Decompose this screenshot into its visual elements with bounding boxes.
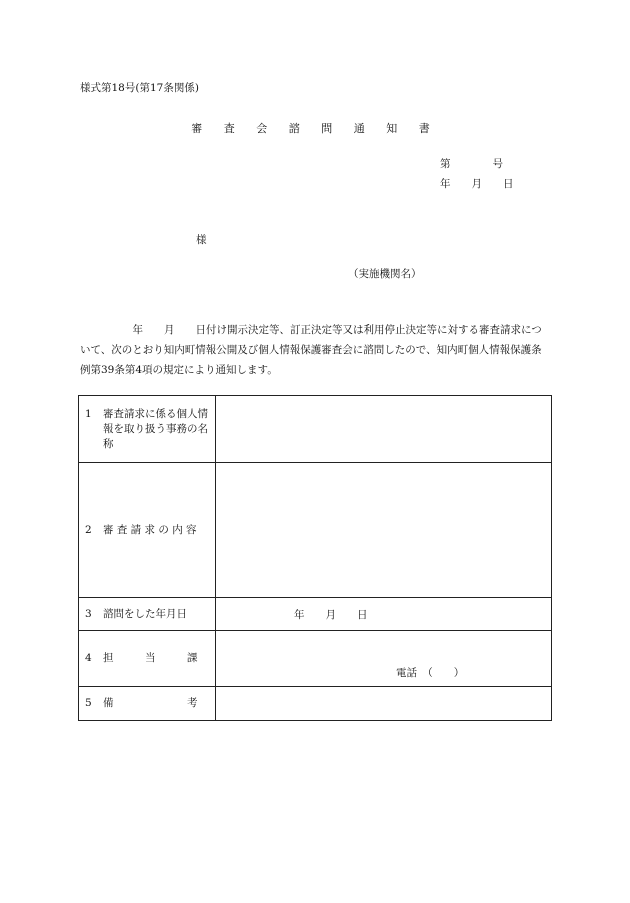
issuer-name-placeholder: （実施機関名） — [348, 268, 422, 280]
row-label-request-content: 審 査 請 求 の 内 容 — [103, 523, 197, 536]
row-label-cell — [79, 598, 216, 631]
row-value-cell — [216, 463, 552, 598]
row-value-cell — [216, 396, 552, 463]
row-value-cell — [216, 598, 552, 631]
row-label-department: 担 当 課 — [103, 652, 198, 664]
row-label-cell — [79, 631, 216, 687]
row-number: 2 — [85, 523, 92, 536]
table-row — [79, 687, 552, 721]
addressee-suffix: 様 — [196, 234, 207, 246]
row-label-cell — [79, 687, 216, 721]
row-label-consultation-date: 諮問をした年月日 — [103, 607, 187, 620]
document-date-line: 年 月 日 — [440, 178, 514, 190]
document-title: 審 査 会 諮 問 通 知 書 — [191, 122, 439, 135]
row-number: 3 — [85, 607, 92, 620]
form-number: 様式第18号(第17条関係) — [80, 82, 199, 94]
document-number-line: 第 号 — [440, 158, 503, 170]
table-row — [79, 463, 552, 598]
row-label-remarks: 備 考 — [103, 697, 198, 709]
consultation-date-value: 年 月 日 — [294, 608, 368, 621]
table-row — [79, 396, 552, 463]
notice-details-table — [78, 395, 552, 721]
row-number: 1 — [85, 407, 92, 420]
row-number: 5 — [85, 697, 92, 709]
row-label-administrative-name: 審査請求に係る個人情報を取り扱う事務の名称 — [103, 407, 208, 450]
row-label-cell — [79, 396, 216, 463]
row-label-cell — [79, 463, 216, 598]
row-value-cell — [216, 687, 552, 721]
table-row — [79, 631, 552, 687]
notice-body-text: 年 月 日付け開示決定等、訂正決定等又は利用停止決定等に対する審査請求について、次のとおり知内町情報公開及び個人情報保護審査会に諮問したので、知内町個人情報保護条例第39条第4項の規定により通知します。 — [80, 324, 542, 376]
table-row — [79, 598, 552, 631]
telephone-field: 電話 （ ） — [396, 667, 465, 679]
row-value-cell — [216, 631, 552, 687]
row-number: 4 — [85, 652, 92, 664]
